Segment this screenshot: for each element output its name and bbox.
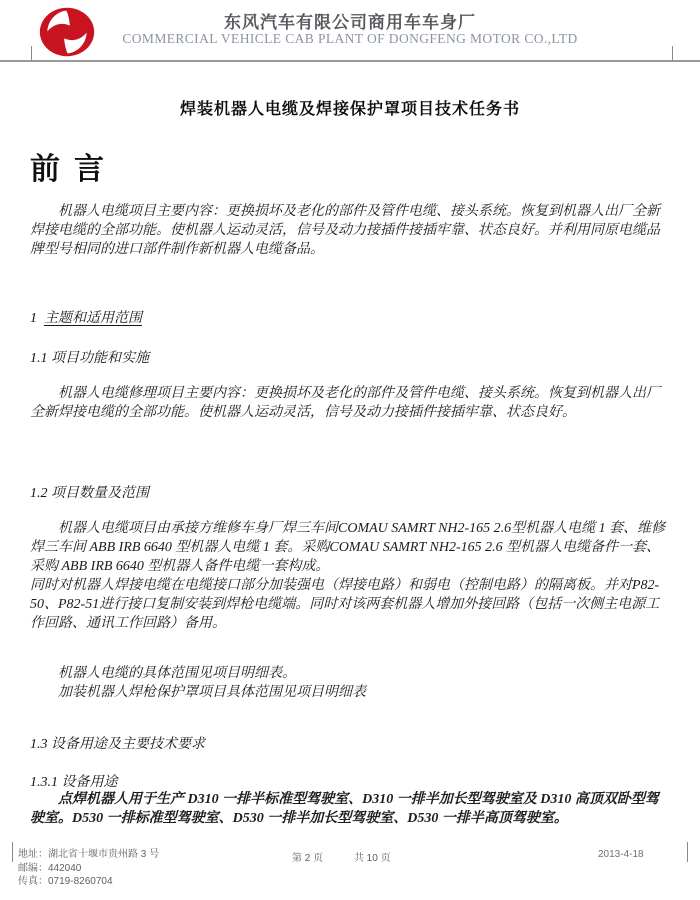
company-name-cn: 东风汽车有限公司商用车车身厂 [224,13,476,32]
company-name-en: COMMERCIAL VEHICLE CAB PLANT OF DONGFENG MOTOR CO.,LTD [122,31,578,46]
header-crop-mark-right [672,46,673,61]
footer-page-info [292,849,419,864]
section-1-2-heading: 1.2 项目数量及范围 [30,486,149,501]
section-1-3-heading: 1.3 设备用途及主要技术要求 [30,737,205,752]
document-title: 焊装机器人电缆及焊接保护罩项目技术任务书 [179,101,520,118]
section-1-3-1-heading: 1.3.1 设备用途 [30,775,118,790]
preface-paragraph: 机器人电缆项目主要内容：更换损坏及老化的部件及管件电缆、接头系统。恢复到机器人出厂全新焊接电缆的全部功能。使机器人运动灵活，信号及动力接插件接插牢靠、状态良好。并利用同原电缆品牌型号相同的进口部件制作新机器人电缆备品。 [30,204,660,257]
footer-zip: 邮编：442040 [18,862,82,874]
section-1-2-paragraph-1: 机器人电缆项目由承接方维修车身厂焊三车间COMAU SAMRT NH2-165 2.6型机器人电缆 1 套、维修焊三车间 ABB IRB 6640 型机器人电缆 1 套。采购COMAU SAMRT NH2-165 2.6 型机器人电缆备件一套、采购 ABB IRB 6640 型机器人备件电缆一套构成。 [30,521,666,574]
section-1-number: 1 [30,311,37,326]
section-1-1-heading: 1.1 项目功能和实施 [30,351,149,366]
section-1-1-paragraph: 机器人电缆修理项目主要内容：更换损坏及老化的部件及管件电缆、接头系统。恢复到机器人出厂全新焊接电缆的全部功能。使机器人运动灵活，信号及动力接插件接插牢靠、状态良好。 [30,386,660,420]
section-1-2-note-2: 加装机器人焊枪保护罩项目具体范围见项目明细表 [58,685,366,700]
section-1-heading [30,309,670,328]
page-total: 共 10 页 [353,853,391,864]
header-crop-mark-left [31,46,32,61]
section-1-title: 主题和适用范围 [44,311,142,326]
section-1-3-1-paragraph: 点焊机器人用于生产 D310 一排半标准型驾驶室、D310 一排半加长型驾驶室及 D310 高顶双卧型驾驶室。D530 一排标准型驾驶室、D530 一排半加长型驾驶室、D530 一排半高顶驾驶室。 [30,792,659,826]
header-divider [0,60,700,62]
section-1-2-paragraph-2: 同时对机器人焊接电缆在电缆接口部分加装强电（焊接电路）和弱电（控制电路）的隔离板。并对P82-50、P82-51进行接口复制安装到焊枪电缆端。同时对该两套机器人增加外接回路（包括一次侧主电源工作回路、通讯工作回路）备用。 [30,578,660,631]
footer-date: 2013-4-18 [598,849,644,860]
footer-crop-mark-left [12,842,13,862]
page-number: 第 2 页 [292,853,324,864]
footer-address: 地址：湖北省十堰市贵州路 3 号 [18,849,160,860]
footer-crop-mark-right [687,842,688,862]
footer-fax: 传真：0719-8260704 [18,876,113,887]
section-1-2-note-1: 机器人电缆的具体范围见项目明细表。 [58,666,296,681]
preface-heading: 前言 [30,153,118,186]
footer-contact-block [18,848,159,889]
